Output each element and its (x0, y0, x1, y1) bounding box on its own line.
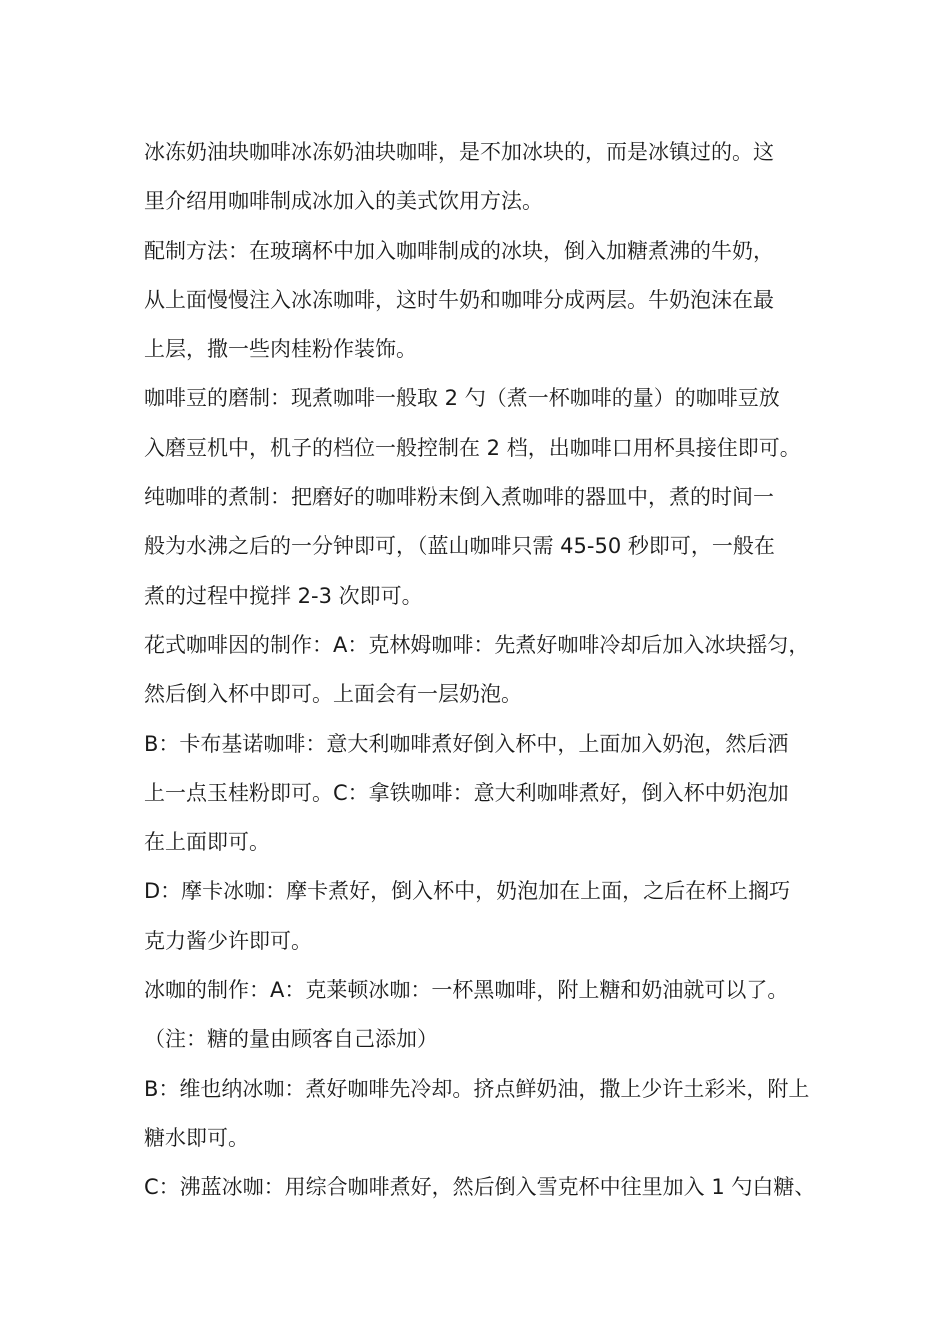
text-line: D：摩卡冰咖：摩卡煮好，倒入杯中，奶泡加在上面，之后在杯上搁巧 (144, 879, 791, 904)
text-line: 煮的过程中搅拌 2-3 次即可。 (144, 583, 423, 608)
text-line: 冰咖的制作：A：克莱顿冰咖：一杯黑咖啡，附上糖和奶油就可以了。 (144, 978, 789, 1003)
text-line: 冰冻奶油块咖啡冰冻奶油块咖啡，是不加冰块的，而是冰镇过的。这 (144, 140, 774, 164)
text-line: 上层，撒一些肉桂粉作装饰。 (144, 337, 417, 362)
text-line: 上一点玉桂粉即可。C：拿铁咖啡：意大利咖啡煮好，倒入杯中奶泡加 (144, 780, 789, 805)
text-line: 糖水即可。 (144, 1125, 249, 1150)
document-body (144, 128, 824, 1213)
text-line: 在上面即可。 (144, 830, 270, 855)
text-line: 克力酱少许即可。 (144, 928, 312, 953)
text-line: 咖啡豆的磨制：现煮咖啡一般取 2 勺（煮一杯咖啡的量）的咖啡豆放 (144, 386, 780, 411)
text-line: （注：糖的量由顾客自己添加） (144, 1027, 438, 1052)
text-line: 然后倒入杯中即可。上面会有一层奶泡。 (144, 682, 522, 707)
text-line: C：沸蓝冰咖：用综合咖啡煮好，然后倒入雪克杯中往里加入 1 勺白糖、 (144, 1175, 816, 1200)
text-line: 花式咖啡因的制作：A：克林姆咖啡：先煮好咖啡冷却后加入冰块摇匀， (144, 632, 810, 657)
text-line: 配制方法：在玻璃杯中加入咖啡制成的冰块，倒入加糖煮沸的牛奶， (144, 238, 774, 263)
text-line: B：卡布基诺咖啡：意大利咖啡煮好倒入杯中，上面加入奶泡，然后洒 (144, 731, 789, 756)
text-line: 里介绍用咖啡制成冰加入的美式饮用方法。 (144, 189, 543, 214)
text-line: 纯咖啡的煮制：把磨好的咖啡粉末倒入煮咖啡的器皿中，煮的时间一 (144, 485, 774, 510)
text-line: 入磨豆机中，机子的档位一般控制在 2 档，出咖啡口用杯具接住即可。 (144, 435, 801, 460)
text-line: 从上面慢慢注入冰冻咖啡，这时牛奶和咖啡分成两层。牛奶泡沫在最 (144, 287, 774, 312)
text-line: B：维也纳冰咖：煮好咖啡先冷却。挤点鲜奶油，撒上少许土彩米，附上 (144, 1076, 810, 1101)
text-line: 般为水沸之后的一分钟即可，（蓝山咖啡只需 45-50 秒即可，一般在 (144, 534, 775, 559)
